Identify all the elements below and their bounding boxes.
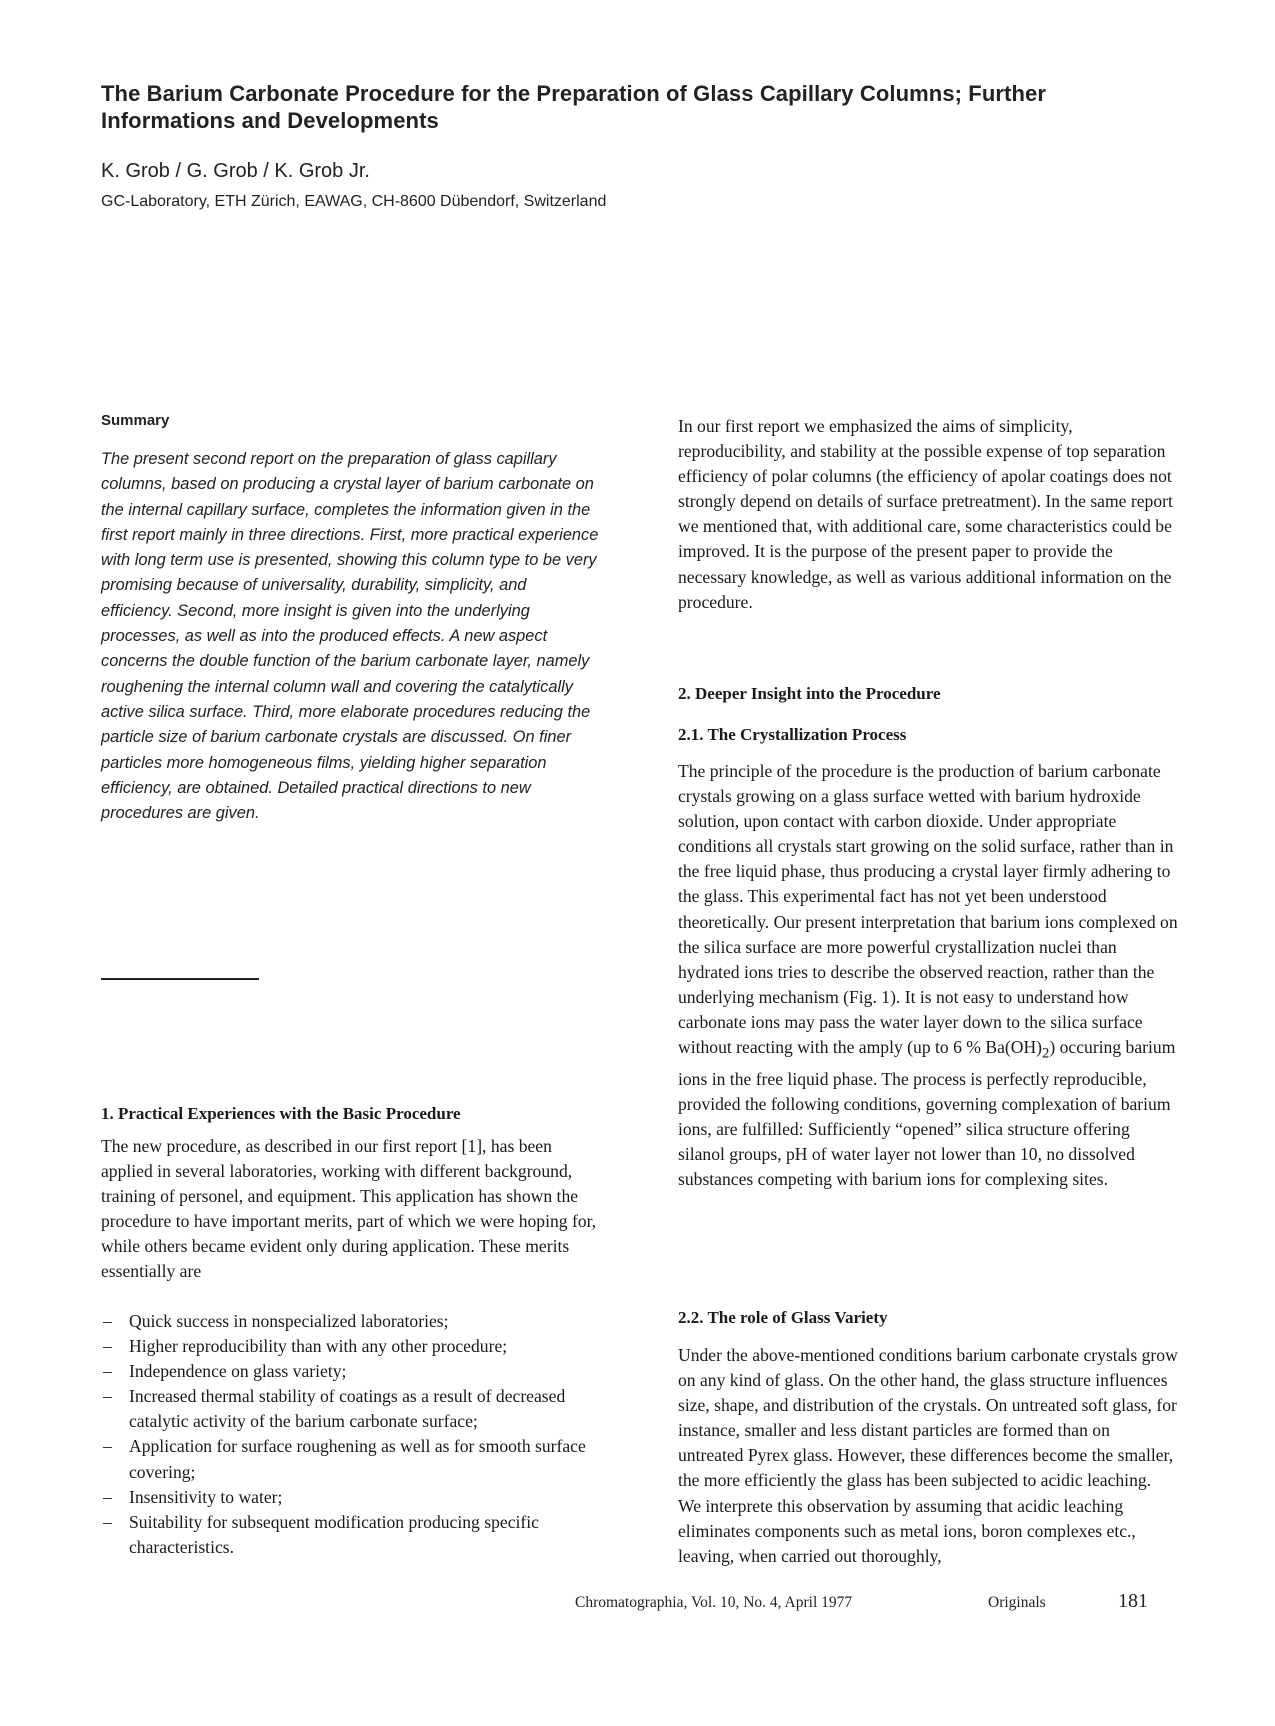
merit-text: Application for surface roughening as well as for smooth surface covering;: [129, 1436, 586, 1482]
page-number: 181: [1118, 1590, 1148, 1612]
section-2-2-paragraph: Under the above-mentioned conditions barium carbonate crystals grow on any kind of glass. On the other hand, the glass structure influences size, shape, and distribution of the crystals. On untreated soft glass, for instance, smaller and less distant particles are formed than on untreated Pyrex glass. However, these differences become the smaller, the more efficiently the glass has been subjected to acidic leaching. We interprete this observation by assuming that acidic leaching eliminates components such as metal ions, boron complexes etc., leaving, when carried out thoroughly,: [678, 1345, 1178, 1566]
merit-text: Increased thermal stability of coatings as a result of decreased catalytic activity of the barium carbonate surface;: [129, 1386, 566, 1432]
list-item: [101, 1510, 601, 1560]
section-2-heading: 2. Deeper Insight into the Procedure: [678, 684, 941, 703]
intro-paragraph: In our first report we emphasized the aims of simplicity, reproducibility, and stability at the possible expense of top separation efficiency of polar columns (the efficiency of apolar coatings does not strongly depend on details of surface pretreatment). In the same report we mentioned that, with additional care, some characteristics could be improved. It is the purpose of the present paper to provide the necessary knowledge, as well as various additional information on the procedure.: [678, 416, 1173, 612]
summary-heading: Summary: [101, 412, 170, 429]
section-2-1-heading: 2.1. The Crystallization Process: [678, 725, 907, 744]
section-1-heading: 1. Practical Experiences with the Basic Procedure: [101, 1104, 461, 1123]
bullet-marker: –: [103, 1436, 112, 1457]
footer-journal-citation: Chromatographia, Vol. 10, No. 4, April 1977: [575, 1594, 853, 1611]
list-item: [101, 1384, 601, 1434]
list-item: [101, 1485, 601, 1510]
list-item: [101, 1309, 601, 1334]
bullet-marker: –: [103, 1386, 112, 1407]
merit-text: Higher reproducibility than with any other procedure;: [129, 1336, 508, 1357]
bullet-marker: –: [103, 1486, 112, 1507]
summary-divider: [101, 978, 259, 980]
section-1-paragraph: The new procedure, as described in our first report [1], has been applied in several laboratories, working with different background, training of personel, and equipment. This application has shown the procedure to have important merits, part of which we were hoping for, while others became evident only during application. These merits essentially are: [101, 1136, 597, 1282]
section-2-1-paragraph: [678, 759, 1178, 1192]
list-item: [101, 1334, 601, 1359]
affiliation: GC-Laboratory, ETH Zürich, EAWAG, CH-8600 Dübendorf, Switzerland: [101, 193, 607, 210]
chemical-subscript: 2: [1042, 1045, 1050, 1062]
merit-text: Independence on glass variety;: [129, 1361, 347, 1382]
bullet-marker: –: [103, 1311, 112, 1331]
merit-text: Insensitivity to water;: [129, 1486, 283, 1507]
paragraph-part: The principle of the procedure is the production of barium carbonate crystals growing on a glass surface wetted with barium hydroxide solution, upon contact with carbon dioxide. Under appropriate conditions all crystals start growing on the solid surface, rather than in the free liquid phase, thus producing a crystal layer firmly adhering to the glass. This experimental fact has not yet been understood theoretically. Our present interpretation that barium ions complexed on the silica surface are more powerful crystallization nuclei than hydrated ions tries to describe the observed reaction, rather than the underlying mechanism (Fig. 1). It is not easy to understand how carbonate ions may pass the water layer down to the silica surface without reacting with the amply (up to 6 % Ba(OH): [678, 761, 1178, 1058]
bullet-marker: –: [103, 1511, 112, 1532]
bullet-marker: –: [103, 1361, 112, 1382]
bullet-marker: –: [103, 1336, 112, 1357]
paper-title: The Barium Carbonate Procedure for the Preparation of Glass Capillary Columns; Further Informations and Developments: [101, 81, 1047, 133]
list-item: [101, 1434, 601, 1484]
merits-list: [101, 1309, 601, 1560]
merit-text: Quick success in nonspecialized laboratories;: [129, 1311, 449, 1331]
summary-text: The present second report on the preparation of glass capillary columns, based on producing a crystal layer of barium carbonate on the internal capillary surface, completes the information given in the first report mainly in three directions. First, more practical experience with long term use is presented, showing this column type to be very promising because of universality, durability, simplicity, and efficiency. Second, more insight is given into the underlying processes, as well as into the produced effects. A new aspect concerns the double function of the barium carbonate layer, namely roughening the internal column wall and covering the catalytically active silica surface. Third, more elaborate procedures reducing the particle size of barium carbonate crystals are discussed. On finer particles more homogeneous films, yielding higher separation efficiency, are obtained. Detailed practical directions to new procedures are given.: [101, 450, 599, 823]
author-list: K. Grob / G. Grob / K. Grob Jr.: [101, 160, 370, 182]
merit-text: Suitability for subsequent modification producing specific characteristics.: [129, 1511, 539, 1557]
section-2-2-heading: 2.2. The role of Glass Variety: [678, 1308, 888, 1327]
list-item: [101, 1359, 601, 1384]
footer-section-label: Originals: [988, 1594, 1046, 1611]
paragraph-part: ) occuring barium ions in the free liquid phase. The process is perfectly reproducible, provided the following conditions, governing complexation of barium ions, are fulfilled: Sufficiently “opened” silica structure offering silanol groups, pH of water layer not lower than 10, no dissolved substances competing with barium ions for complexing sites.: [678, 1037, 1176, 1190]
